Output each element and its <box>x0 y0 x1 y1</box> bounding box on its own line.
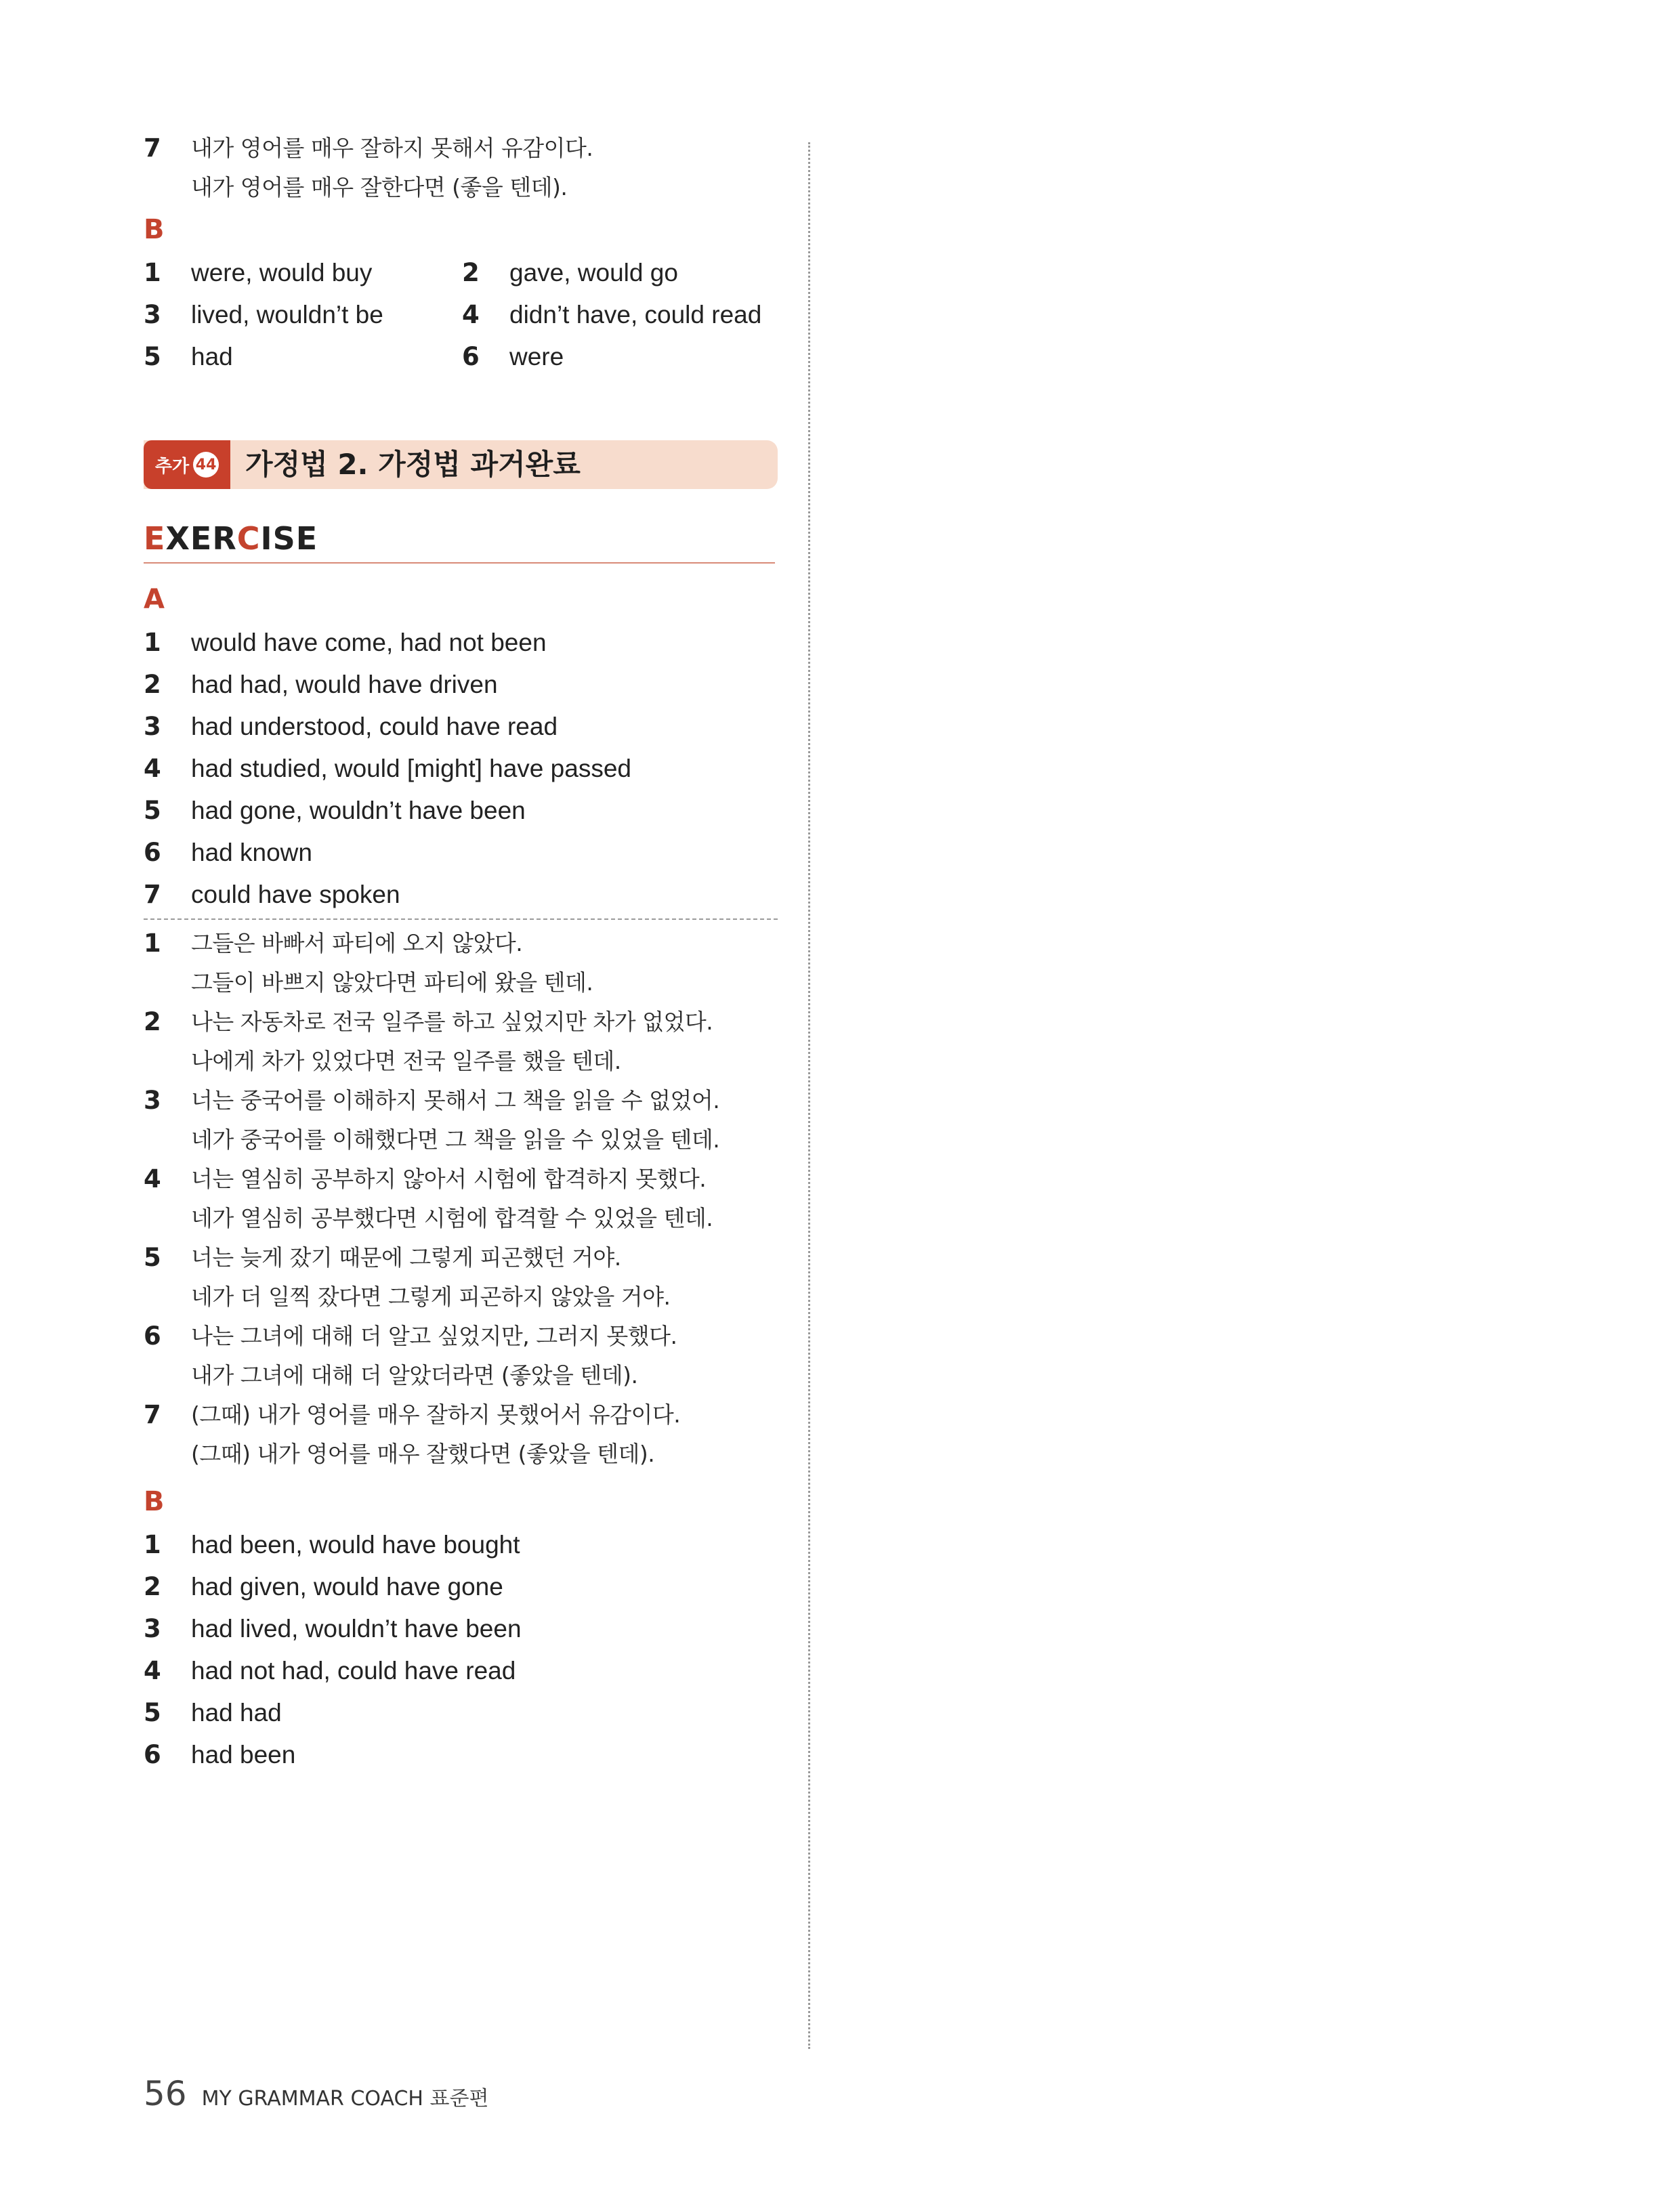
section-tag-label: 추가 <box>154 456 190 477</box>
answer-text: were <box>509 343 564 371</box>
exercise-heading: EXERCISE <box>144 515 775 564</box>
translation-line: 내가 영어를 매우 잘하지 못해서 유감이다. <box>191 135 593 161</box>
prev-b-answers <box>144 252 778 378</box>
answer-row: 5 had gone, wouldn’t have been <box>144 796 526 825</box>
answer-row: 3 had understood, could have read <box>144 712 558 741</box>
translation-row: 7 (그때) 내가 영어를 매우 잘하지 못했어서 유감이다. <box>144 1400 681 1429</box>
section-tag <box>144 440 230 489</box>
b-answers <box>144 1524 778 1776</box>
answer-text: were, would buy <box>191 259 373 287</box>
answer-row: 5 had had <box>144 1698 282 1727</box>
section-title: 가정법 2. 가정법 과거완료 <box>245 448 581 481</box>
section-label-b: B <box>144 214 165 245</box>
section-label-b: B <box>144 1486 165 1517</box>
translation-row: 3 너는 중국어를 이해하지 못해서 그 책을 읽을 수 없었어. <box>144 1086 720 1115</box>
answer-row <box>144 336 778 378</box>
item-number: 2 <box>462 258 480 287</box>
item-number: 6 <box>462 342 480 371</box>
answer-row: 4 had studied, would [might] have passed <box>144 754 631 783</box>
item-number: 1 <box>144 258 161 287</box>
item-number: 5 <box>144 342 161 371</box>
section-number-badge: 44 <box>193 452 219 478</box>
answer-row <box>144 294 778 336</box>
translation-row: 5 너는 늦게 잤기 때문에 그렇게 피곤했던 거야. <box>144 1243 621 1272</box>
translation-line: 내가 영어를 매우 잘한다면 (좋을 텐데). <box>191 174 568 200</box>
a-answers <box>144 622 778 916</box>
answer-row: 3 had lived, wouldn’t have been <box>144 1614 522 1643</box>
answer-row: 2 had given, would have gone <box>144 1572 503 1601</box>
answer-row: 6 had known <box>144 838 312 867</box>
column-divider <box>808 142 810 2049</box>
section-label-a: A <box>144 584 165 615</box>
answer-text: didn’t have, could read <box>509 301 762 329</box>
translation-row: 6 나는 그녀에 대해 더 알고 싶었지만, 그러지 못했다. <box>144 1321 677 1351</box>
page-footer <box>144 2074 488 2121</box>
translation-row: 1 그들은 바빠서 파티에 오지 않았다. <box>144 929 523 958</box>
item-number: 7 <box>144 133 161 163</box>
page-number: 56 <box>144 2074 187 2113</box>
answer-column <box>144 129 778 1776</box>
answer-text: had <box>191 343 233 371</box>
item-number: 3 <box>144 300 161 329</box>
answer-row: 6 had been <box>144 1740 296 1769</box>
prev-item-7 <box>144 129 778 207</box>
answer-row: 4 had not had, could have read <box>144 1656 516 1685</box>
answer-row <box>144 252 778 294</box>
answer-row: 7 could have spoken <box>144 880 400 909</box>
a-translations: 1 그들은 바빠서 파티에 오지 않았다. 그들이 바쁘지 않았다면 파티에 왔을 텐데. 2 나는 자동차로 전국 일주를 하고 싶었지만 차가 없었다. 나에게 차가 있었다면 전국 일주를 했을 텐데. 3 너는 중국어를 이해하지 못해서 그 책을 읽을 수 없었어. 네가 중국어를 이해했다면 그 책을 읽을 수 있었을 텐데. 4 너는 열심히 공부하지 않아서 시험에 합격하지 못했다. 네가 열심히 공부했다면 시험에 합격할 수 있었을 텐데. 5 너는 늦게 잤기 때문에 그렇게 피곤했던 거야. 네가 더 일찍 잤다면 그렇게 피곤하지 않았을 거야. 6 나는 그녀에 대해 더 알고 싶었지만, 그러지 못했다. 내가 그녀에 대해 더 알았더라면 (좋았을 텐데). 7 (그때) 내가 영어를 매우 잘하지 못했어서 유감이다. (그때) 내가 영어를 매우 잘했다면 (좋았을 텐데). <box>144 924 778 1474</box>
answer-row: 2 had had, would have driven <box>144 670 498 699</box>
answer-row: 1 would have come, had not been <box>144 628 547 657</box>
dashed-separator <box>144 918 778 920</box>
answer-text: gave, would go <box>509 259 678 287</box>
section-banner <box>144 440 778 489</box>
answer-text: lived, wouldn’t be <box>191 301 383 329</box>
answer-row: 1 had been, would have bought <box>144 1530 520 1559</box>
translation-row: 2 나는 자동차로 전국 일주를 하고 싶었지만 차가 없었다. <box>144 1007 713 1036</box>
translation-row: 4 너는 열심히 공부하지 않아서 시험에 합격하지 못했다. <box>144 1164 707 1193</box>
item-number: 4 <box>462 300 480 329</box>
book-title: MY GRAMMAR COACH 표준편 <box>201 2087 489 2111</box>
